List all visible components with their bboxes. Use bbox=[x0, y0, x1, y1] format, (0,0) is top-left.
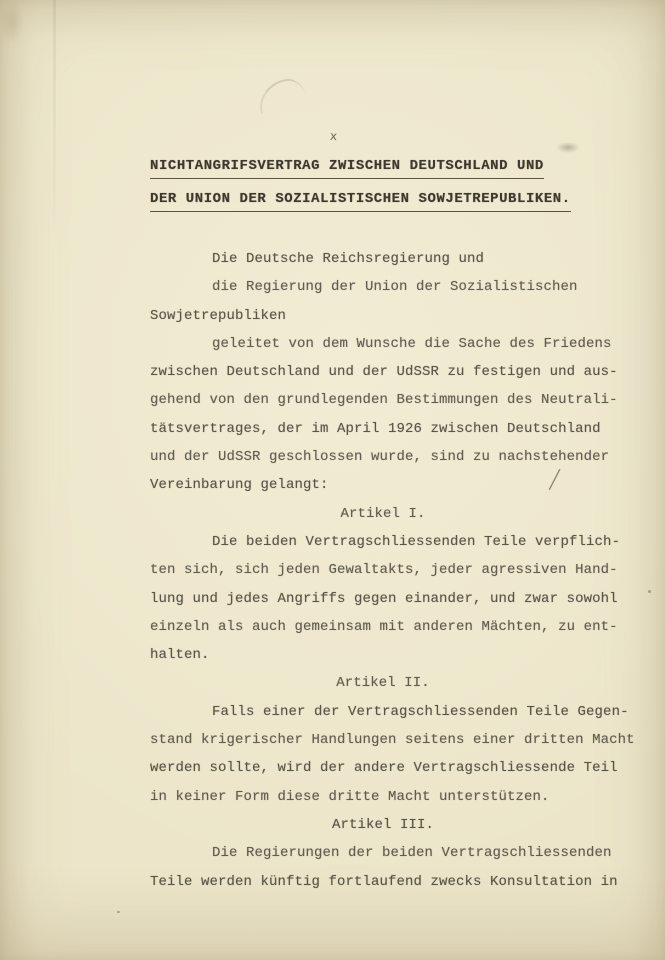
text-line: Teile werden künftig fortlaufend zwecks Konsultation in bbox=[150, 873, 618, 890]
text-line: Artikel II. bbox=[336, 675, 430, 692]
text-line: Die beiden Vertragschliessenden Teile verpflich- bbox=[212, 533, 621, 550]
text-line: in keiner Form diese dritte Macht unterstützen. bbox=[150, 788, 550, 805]
title-line: DER UNION DER SOZIALISTISCHEN SOWJETREPUBLIKEN. bbox=[150, 190, 571, 212]
handwritten-slash-mark: / bbox=[547, 463, 562, 496]
text-line: werden sollte, wird der andere Vertragschliessende Teil bbox=[150, 760, 618, 777]
text-line: tätsvertrages, der im April 1926 zwischen Deutschland bbox=[150, 420, 601, 437]
title-line: NICHTANGRIFSVERTRAG ZWISCHEN DEUTSCHLAND UND bbox=[150, 157, 544, 179]
text-line: geleitet von dem Wunsche die Sache des Friedens bbox=[212, 335, 612, 352]
text-line: zwischen Deutschland und der UdSSR zu festigen und aus- bbox=[150, 364, 618, 381]
text-line: die Regierung der Union der Sozialistischen bbox=[212, 279, 578, 296]
stray-x-mark: x bbox=[329, 128, 338, 144]
paper-crease bbox=[53, 0, 56, 235]
text-line: lung und jedes Angriffs gegen einander, und zwar sowohl bbox=[150, 590, 618, 607]
text-line: Sowjetrepubliken bbox=[150, 307, 287, 324]
paper-speck bbox=[648, 590, 651, 593]
text-line: ten sich, sich jeden Gewaltakts, jeder agressiven Hand- bbox=[150, 562, 618, 579]
ink-smudge bbox=[556, 142, 580, 153]
text-line: stand krigerischer Handlungen seitens einer dritten Macht bbox=[150, 732, 635, 749]
text-line: Artikel III. bbox=[331, 816, 435, 833]
text-line: Die Deutsche Reichsregierung und bbox=[212, 251, 485, 267]
text-line: Artikel I. bbox=[340, 505, 426, 522]
text-line: Falls einer der Vertragschliessenden Teile Gegen- bbox=[212, 703, 629, 720]
document-title bbox=[150, 157, 571, 212]
text-line: Die Regierungen der beiden Vertragschliessenden bbox=[212, 845, 612, 862]
text-line: einzeln als auch gemeinsam mit anderen Mächten, zu ent- bbox=[150, 618, 618, 635]
text-line: Vereinbarung gelangt: bbox=[150, 477, 329, 494]
paper-speck bbox=[117, 911, 120, 913]
text-line: und der UdSSR geschlossen wurde, sind zu nachstehender bbox=[150, 449, 610, 466]
paper-corner-shade bbox=[0, 0, 120, 150]
document-body bbox=[150, 245, 635, 896]
text-line: gehend von den grundlegenden Bestimmungen des Neutrali- bbox=[150, 392, 618, 409]
text-line: halten. bbox=[150, 647, 210, 664]
faint-pencil-squiggle bbox=[256, 76, 308, 114]
